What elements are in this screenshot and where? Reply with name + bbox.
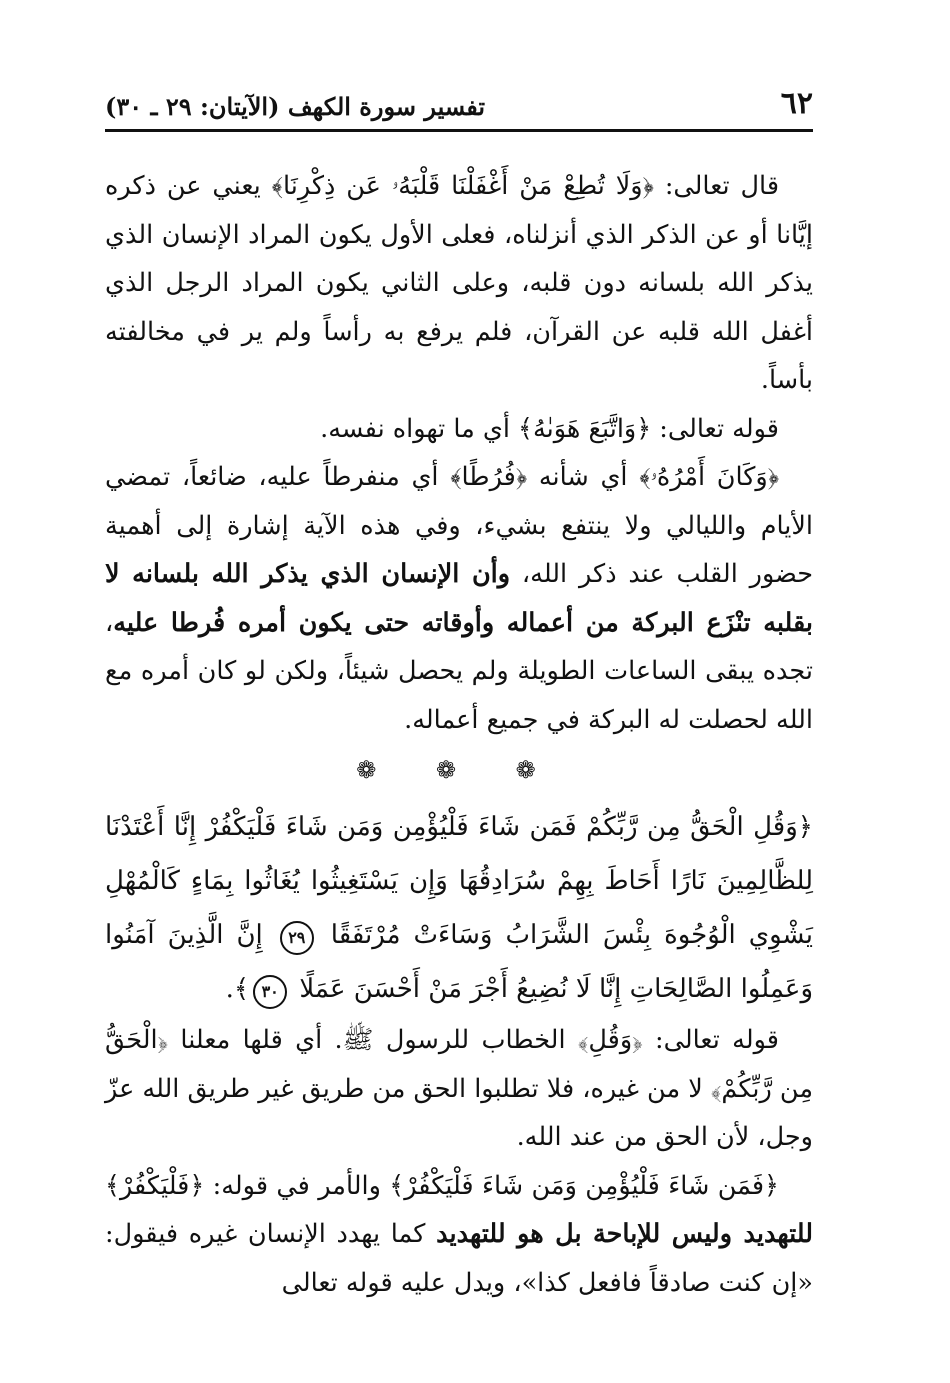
quran-quote: ﴿الْحَقُّ مِن رَّبِّكُمْ﴾: [105, 1025, 814, 1104]
ayah-close: ﴾.: [225, 974, 250, 1004]
ayah-block: [105, 800, 813, 1016]
paragraph: [105, 1162, 813, 1308]
quran-quote: ﴿فُرُطًا﴾: [450, 462, 528, 492]
quran-quote: ﴿وَاتَّبَعَ هَوَىٰهُ﴾: [518, 413, 652, 444]
running-title: تفسير سورة الكهف (الآيتان: ٢٩ ـ ٣٠): [105, 92, 486, 121]
quran-quote: ﴿فَلْيَكْفُرْ﴾: [105, 1170, 205, 1201]
paragraph-text: كما يهدد الإنسان غيره فيقول: «إن كنت صادقاً فافعل كذا»، ويدل عليه قوله تعالى: [105, 1219, 813, 1298]
ayah-text: ﴿وَقُلِ الْحَقُّ مِن رَّبِّكُمْ فَمَن شَاءَ فَلْيُؤْمِن وَمَن شَاءَ فَلْيَكْفُرْ إِنَّا أَعْتَدْنَا لِلظَّالِمِينَ نَارًا أَحَاطَ بِهِمْ سُرَادِقُهَا وَإِن يَسْتَغِيثُوا يُغَاثُوا بِمَاءٍ كَالْمُهْلِ يَشْوِي الْوُجُوهَ بِئْسَ الشَّرَابُ وَسَاءَتْ مُرْتَفَقًا: [105, 812, 813, 950]
paragraph-lead: قال تعالى:: [653, 171, 780, 201]
paragraph-text: ، تجده يبقى الساعات الطويلة ولم يحصل شيئاً، ولكن لو كان أمره مع الله لحصلت له البركة في جميع أعماله.: [105, 607, 813, 735]
paragraph-text: أي ما تهواه نفسه.: [320, 413, 519, 444]
quran-quote: ﴿وَكَانَ أَمْرُهُۥ﴾: [639, 462, 780, 492]
paragraph-text: يعني عن ذكره إيَّانا أو عن الذكر الذي أنزلناه، فعلى الأول يكون المراد الإنسان الذي يذكر الله بلسانه دون قلبه، وعلى الثاني يكون المراد الرجل الذي أغفل الله قلبه عن القرآن، فلم يرفع به رأساً ولم ير في مخالفته بأساً.: [105, 171, 813, 395]
paragraph-text: لا من غيره، فلا تطلبوا الحق من طريق غير طريق الله عزّ وجل، لأن الحق من عند الله.: [105, 1073, 813, 1152]
paragraph: [105, 1016, 813, 1162]
ayah-text: إِنَّ الَّذِينَ آمَنُوا وَعَمِلُوا الصَّالِحَاتِ إِنَّا لَا نُضِيعُ أَجْرَ مَنْ أَحْسَنَ عَمَلًا: [105, 920, 813, 1004]
main-text: [105, 162, 813, 1307]
ayah-number-marker: ٢٩: [280, 921, 314, 955]
section-separator: ❁ ❁ ❁: [356, 756, 562, 784]
quran-quote: ﴿وَلَا تُطِعْ مَنْ أَغْفَلْنَا قَلْبَهُۥ عَن ذِكْرِنَا﴾: [271, 171, 654, 201]
page-number: ٦٢: [780, 86, 813, 121]
paragraph: [105, 453, 813, 744]
paragraph-text: أي شأنه: [527, 462, 640, 492]
bold-emphasis: وأن الإنسان الذي يذكر الله بلسانه لا بقلبه تنْزَع البركة من أعماله وأوقاته حتى يكون أمره فُرطا عليه: [105, 559, 813, 638]
paragraph-text: الخطاب للرسول ﷺ. أي قلها معلنا: [168, 1025, 578, 1055]
paragraph: [105, 405, 813, 454]
ayah-number-marker: ٣٠: [253, 975, 287, 1009]
quran-quote: ﴿وَقُلِ﴾: [577, 1025, 643, 1055]
paragraph-text: أي منفرطاً عليه، ضائعاً، تمضي الأيام والليالي ولا ينتفع بشيء، وفي هذه الآية إشارة إلى أهمية حضور القلب عند ذكر الله،: [105, 462, 813, 589]
paragraph-text: والأمر في قوله:: [204, 1170, 390, 1201]
paragraph: [105, 162, 813, 405]
running-header: [105, 86, 813, 132]
paragraph-lead: قوله تعالى:: [651, 413, 779, 444]
quran-quote: ﴿فَمَن شَاءَ فَلْيُؤْمِن وَمَن شَاءَ فَلْيَكْفُرْ﴾: [389, 1170, 779, 1201]
paragraph-lead: قوله تعالى:: [642, 1025, 779, 1055]
bold-emphasis: للتهديد وليس للإباحة بل هو للتهديد: [436, 1219, 813, 1249]
